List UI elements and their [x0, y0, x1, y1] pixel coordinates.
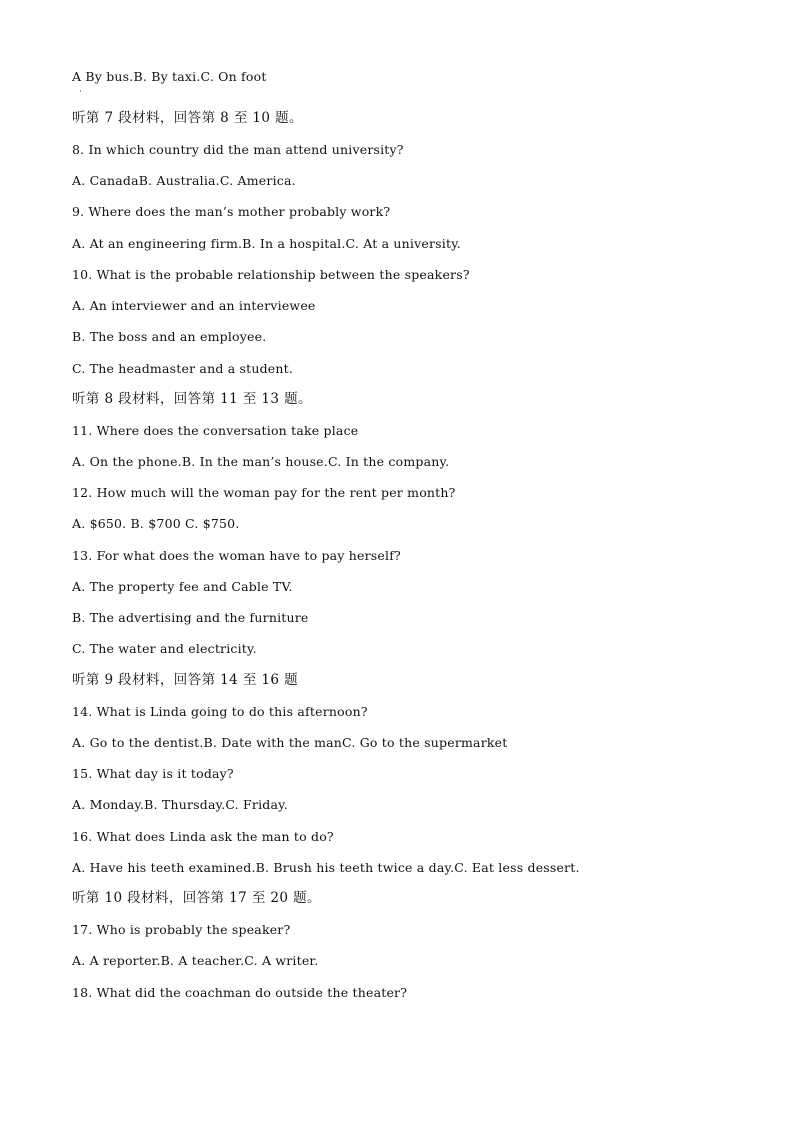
option-10c: C. The headmaster and a student. [72, 361, 294, 376]
question-14: 14. What is Linda going to do this afternoon? [72, 704, 368, 719]
option-10a: A. An interviewer and an interviewee [72, 298, 316, 313]
answer-options-q15: A. Monday.B. Thursday.C. Friday. [72, 797, 288, 812]
answer-options-q12: A. $650. B. $700 C. $750. [72, 516, 240, 531]
option-10b: B. The boss and an employee. [72, 329, 267, 344]
section-heading-8: 听第 8 段材料，回答第 11 至 13 题。 [72, 391, 312, 407]
question-13: 13. For what does the woman have to pay herself? [72, 548, 401, 563]
question-11: 11. Where does the conversation take place [72, 423, 359, 438]
answer-options-q8: A. CanadaB. Australia.C. America. [72, 173, 296, 188]
section-heading-9: 听第 9 段材料，回答第 14 至 16 题 [72, 672, 298, 688]
section-heading-10: 听第 10 段材料，回答第 17 至 20 题。 [72, 890, 321, 906]
option-13c: C. The water and electricity. [72, 641, 257, 656]
stray-mark: · [79, 87, 82, 97]
question-10: 10. What is the probable relationship between the speakers? [72, 267, 470, 282]
question-15: 15. What day is it today? [72, 766, 234, 781]
answer-options-q11: A. On the phone.B. In the man’s house.C. In the company. [72, 454, 450, 469]
option-13a: A. The property fee and Cable TV. [72, 579, 293, 594]
section-heading-7: 听第 7 段材料，回答第 8 至 10 题。 [72, 110, 303, 126]
answer-options-q14: A. Go to the dentist.B. Date with the manC. Go to the supermarket [72, 735, 508, 750]
question-12: 12. How much will the woman pay for the rent per month? [72, 485, 456, 500]
answer-options-q17: A. A reporter.B. A teacher.C. A writer. [72, 953, 319, 968]
answer-options-q16: A. Have his teeth examined.B. Brush his teeth twice a day.C. Eat less dessert. [72, 860, 580, 875]
answer-options-q7: A By bus.B. By taxi.C. On foot [72, 69, 267, 84]
question-16: 16. What does Linda ask the man to do? [72, 829, 334, 844]
option-13b: B. The advertising and the furniture [72, 610, 309, 625]
answer-options-q9: A. At an engineering firm.B. In a hospital.C. At a university. [72, 236, 461, 251]
question-17: 17. Who is probably the speaker? [72, 922, 291, 937]
question-8: 8. In which country did the man attend university? [72, 142, 404, 157]
question-18: 18. What did the coachman do outside the theater? [72, 985, 408, 1000]
question-9: 9. Where does the man’s mother probably work? [72, 204, 391, 219]
